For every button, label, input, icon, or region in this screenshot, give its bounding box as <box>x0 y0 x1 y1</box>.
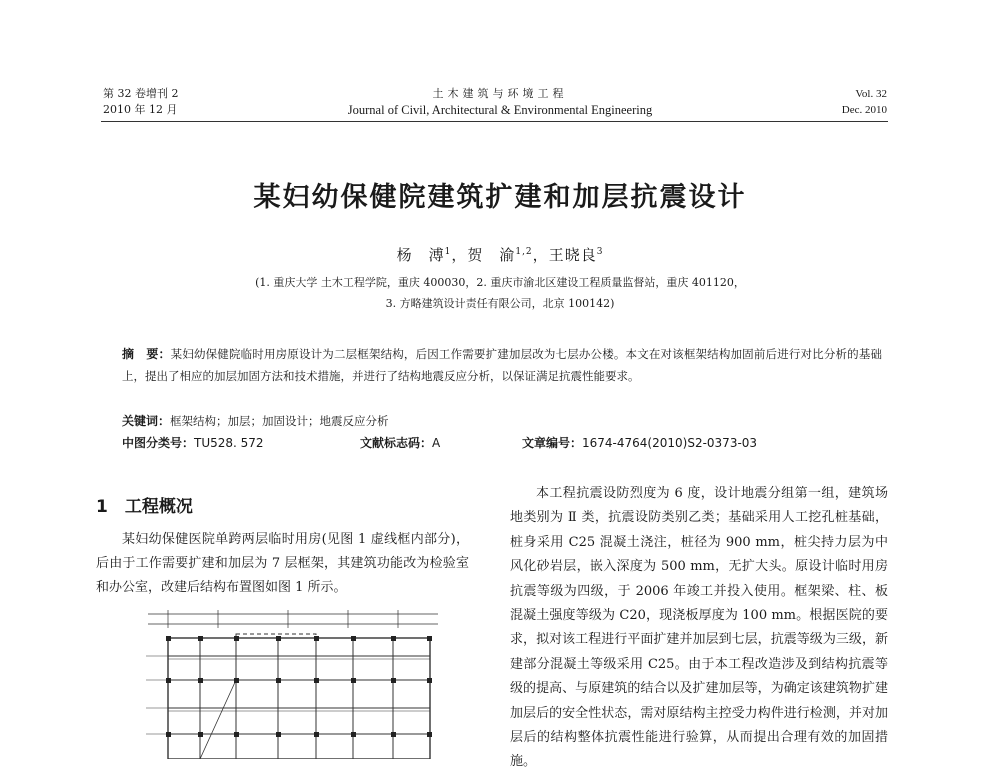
header-vol-info-en <box>800 86 887 118</box>
keywords-text: 框架结构；加层；加固设计；地震反应分析 <box>170 414 389 428</box>
author-name: 王晓良 <box>548 246 597 264</box>
header-date-en: Dec. 2010 <box>841 104 887 116</box>
author-affil-sup: 3 <box>596 247 604 257</box>
journal-name-en: Journal of Civil, Architectural & Environmental Engineering <box>347 103 653 117</box>
header-vol-en: Vol. 32 <box>855 88 887 100</box>
document-code: 文献标志码：A <box>360 436 441 450</box>
keywords <box>122 412 389 429</box>
clc-number: 中图分类号：TU528. 572 <box>122 436 264 450</box>
author-list: 杨 溥$^1$，贺 渝$^{1,2}$，王晓良$^3$ <box>396 246 604 264</box>
right-column-paragraph: 本工程抗震设防烈度为 6 度，设计地震分组第一组，建筑场地类别为 Ⅱ 类，抗震设防类别乙类；基础采用人工挖孔桩基础，桩身采用 C25 混凝土浇注，桩径为 900 mm，桩尖持力层为中风化砂岩层，嵌入深度为 500 mm，无扩大头。原设计临时用房抗震等级为四级，于 2006 年竣工并投入使用。框架梁、柱、板混凝土强度等级为 C20，现浇板厚度为 100 mm。根据医院的要求，拟对该工程进行平面扩建并加层到七层，抗震等级为三级，新建部分混凝土等级采用 C25。由于本工程改造涉及到结构抗震等级的提高、与原建筑的结合以及扩建加层等，为确定该建筑物扩建加层后的安全性状态，需对原结构主控受力构件进行检测，并对加层后的结构整体抗震性能进行验算，从而提出合理有效的加固措施。 <box>510 486 888 770</box>
paper-title: 某妇幼保健院建筑扩建和加层抗震设计 <box>253 182 747 213</box>
article-number: 文章编号：1674-4764(2010)S2-0373-03 <box>522 436 758 450</box>
author-affil-sup: 1 <box>444 247 452 257</box>
abstract-label: 摘 要： <box>122 347 171 361</box>
header-date-cn: 2010 年 12 月 <box>103 103 178 116</box>
keywords-label: 关键词： <box>122 414 171 428</box>
affiliation-line-1: (1. 重庆大学 土木工程学院，重庆 400030，2. 重庆市渝北区建设工程质量监督站，重庆 401120， <box>255 276 745 289</box>
header-volume-info <box>103 86 179 118</box>
abstract-text: 某妇幼保健院临时用房原设计为二层框架结构，后因工作需要扩建加层改为七层办公楼。本文在对该框架结构加固前后进行对比分析的基础上，提出了相应的加层加固方法和技术措施，并进行了结构地震反应分析，以保证满足抗震性能要求。 <box>122 347 882 383</box>
author-affil-sup: 1,2 <box>515 247 533 257</box>
header-divider <box>101 121 888 122</box>
author-name: 贺 渝 <box>467 246 516 264</box>
structural-layout-figure <box>138 608 438 759</box>
affiliation-line-2: 3. 方略建筑设计责任有限公司，北京 100142) <box>385 297 615 310</box>
header-journal-name <box>260 86 740 118</box>
left-column-paragraph: 某妇幼保健医院单跨两层临时用房(见图 1 虚线框内部分)，后由于工作需要扩建和加层为 7 层框架，其建筑功能改为检验室和办公室，改建后结构布置图如图 1 所示。 <box>96 532 469 595</box>
abstract <box>122 343 882 387</box>
author-name: 杨 溥 <box>396 246 445 264</box>
header-volume: 第 32 卷增刊 2 <box>103 87 179 100</box>
journal-name-cn: 土木建筑与环境工程 <box>432 87 568 100</box>
section-heading: 1 工程概况 <box>96 497 193 517</box>
